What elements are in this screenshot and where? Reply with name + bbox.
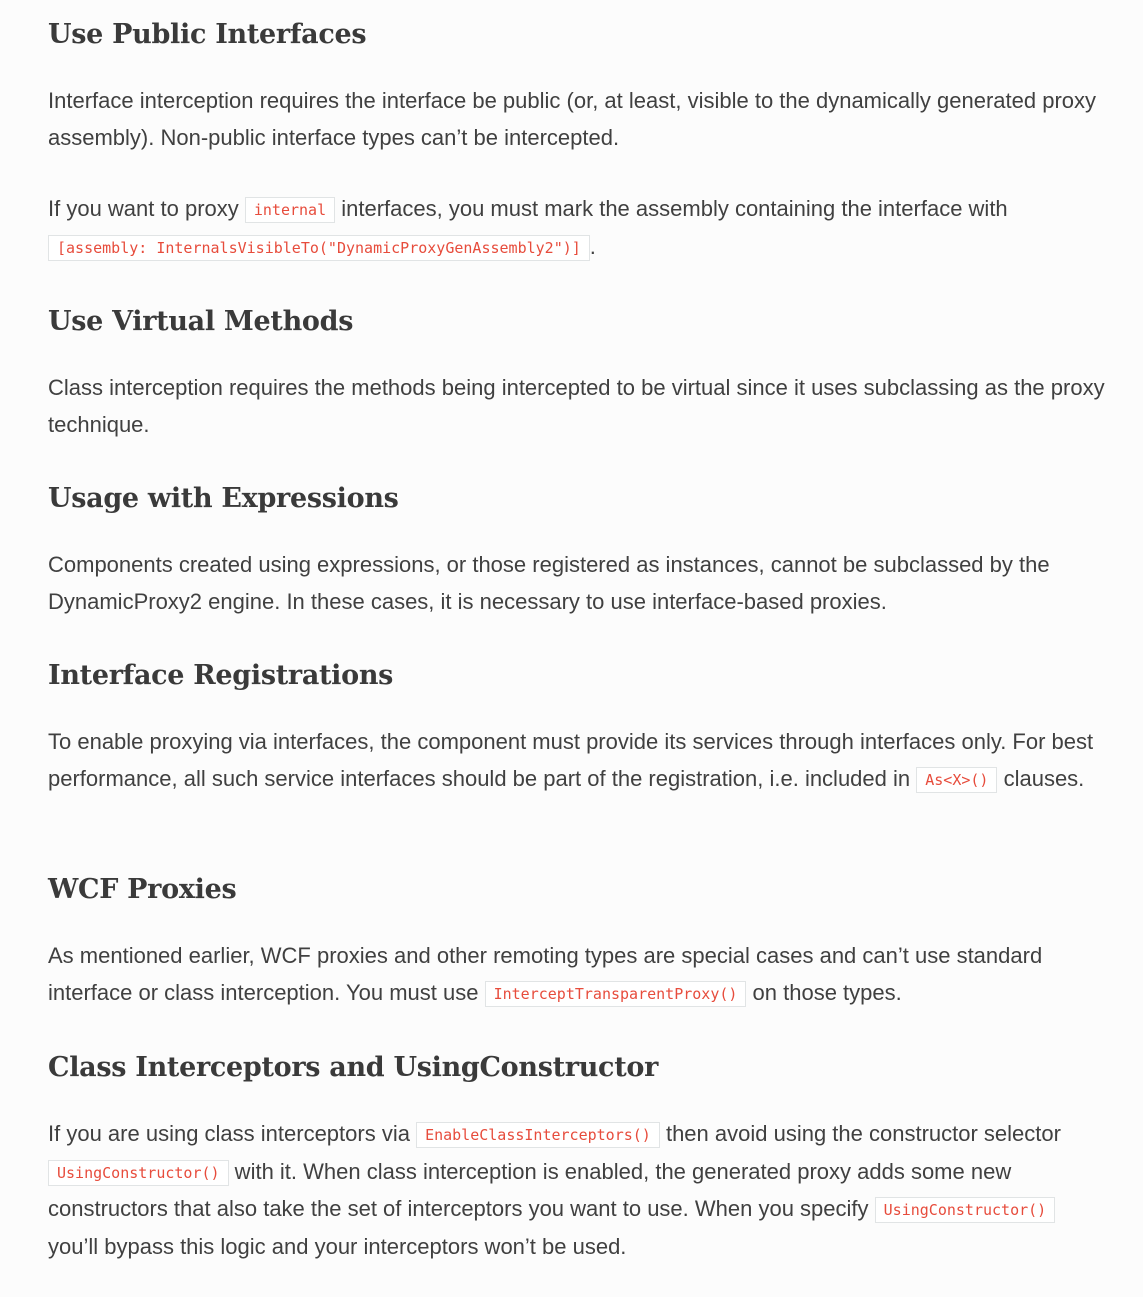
- text: If you want to proxy: [48, 196, 245, 221]
- paragraph-interface-registrations: [48, 724, 1108, 798]
- paragraph-wcf-proxies: [48, 938, 1108, 1012]
- section-heading-expressions: Usage with Expressions: [48, 483, 399, 514]
- code-using-constructor: UsingConstructor(): [48, 1160, 229, 1186]
- text: .: [589, 233, 596, 259]
- text: interfaces, you must mark the assembly containing the interface with: [335, 196, 1008, 221]
- code-as-x: As<X>(): [916, 767, 997, 793]
- paragraph-public-interfaces: Interface interception requires the interface be public (or, at least, visible to the dynamically generated proxy assembly). Non-public interface types can’t be intercepted.: [48, 88, 1097, 150]
- section-heading-virtual-methods: Use Virtual Methods: [48, 306, 354, 337]
- text: As mentioned earlier, WCF proxies and other remoting types are special cases and can’t use standard interface or class interception. You must use: [48, 943, 1043, 1005]
- text: you’ll bypass this logic and your interceptors won’t be used.: [48, 1233, 627, 1259]
- code-internal: internal: [245, 197, 335, 223]
- code-enable-class-interceptors: EnableClassInterceptors(): [416, 1122, 660, 1148]
- section-heading-interface-registrations: Interface Registrations: [48, 660, 394, 691]
- code-intercept-transparent-proxy: InterceptTransparentProxy(): [485, 981, 747, 1007]
- section-heading-public-interfaces: Use Public Interfaces: [48, 19, 367, 50]
- text: clauses.: [997, 765, 1085, 791]
- code-using-constructor: UsingConstructor(): [875, 1197, 1056, 1223]
- text: If you are using class interceptors via: [48, 1121, 417, 1146]
- text: then avoid using the constructor selector: [659, 1121, 1061, 1146]
- section-heading-class-interceptors: Class Interceptors and UsingConstructor: [48, 1052, 658, 1083]
- text: with it. When class interception is enabled, the generated proxy adds some new constructors that also take the set of interceptors you want to use. When you specify: [48, 1158, 1012, 1221]
- paragraph-virtual-methods: Class interception requires the methods being intercepted to be virtual since it uses subclassing as the proxy technique.: [48, 375, 1105, 437]
- code-internals-visible-to: [assembly: InternalsVisibleTo("DynamicProxyGenAssembly2")]: [48, 235, 590, 261]
- paragraph-class-interceptors: [48, 1116, 1108, 1265]
- section-heading-wcf-proxies: WCF Proxies: [48, 874, 237, 905]
- text: To enable proxying via interfaces, the component must provide its services through interfaces only. For best performance, all such service interfaces should be part of the registration, i.e. included in: [48, 729, 1094, 791]
- text: on those types.: [746, 979, 902, 1005]
- paragraph-expressions: Components created using expressions, or those registered as instances, cannot be subclassed by the DynamicProxy2 engine. In these cases, it is necessary to use interface-based proxies.: [48, 552, 1050, 614]
- paragraph-internal-interfaces: [48, 191, 1108, 266]
